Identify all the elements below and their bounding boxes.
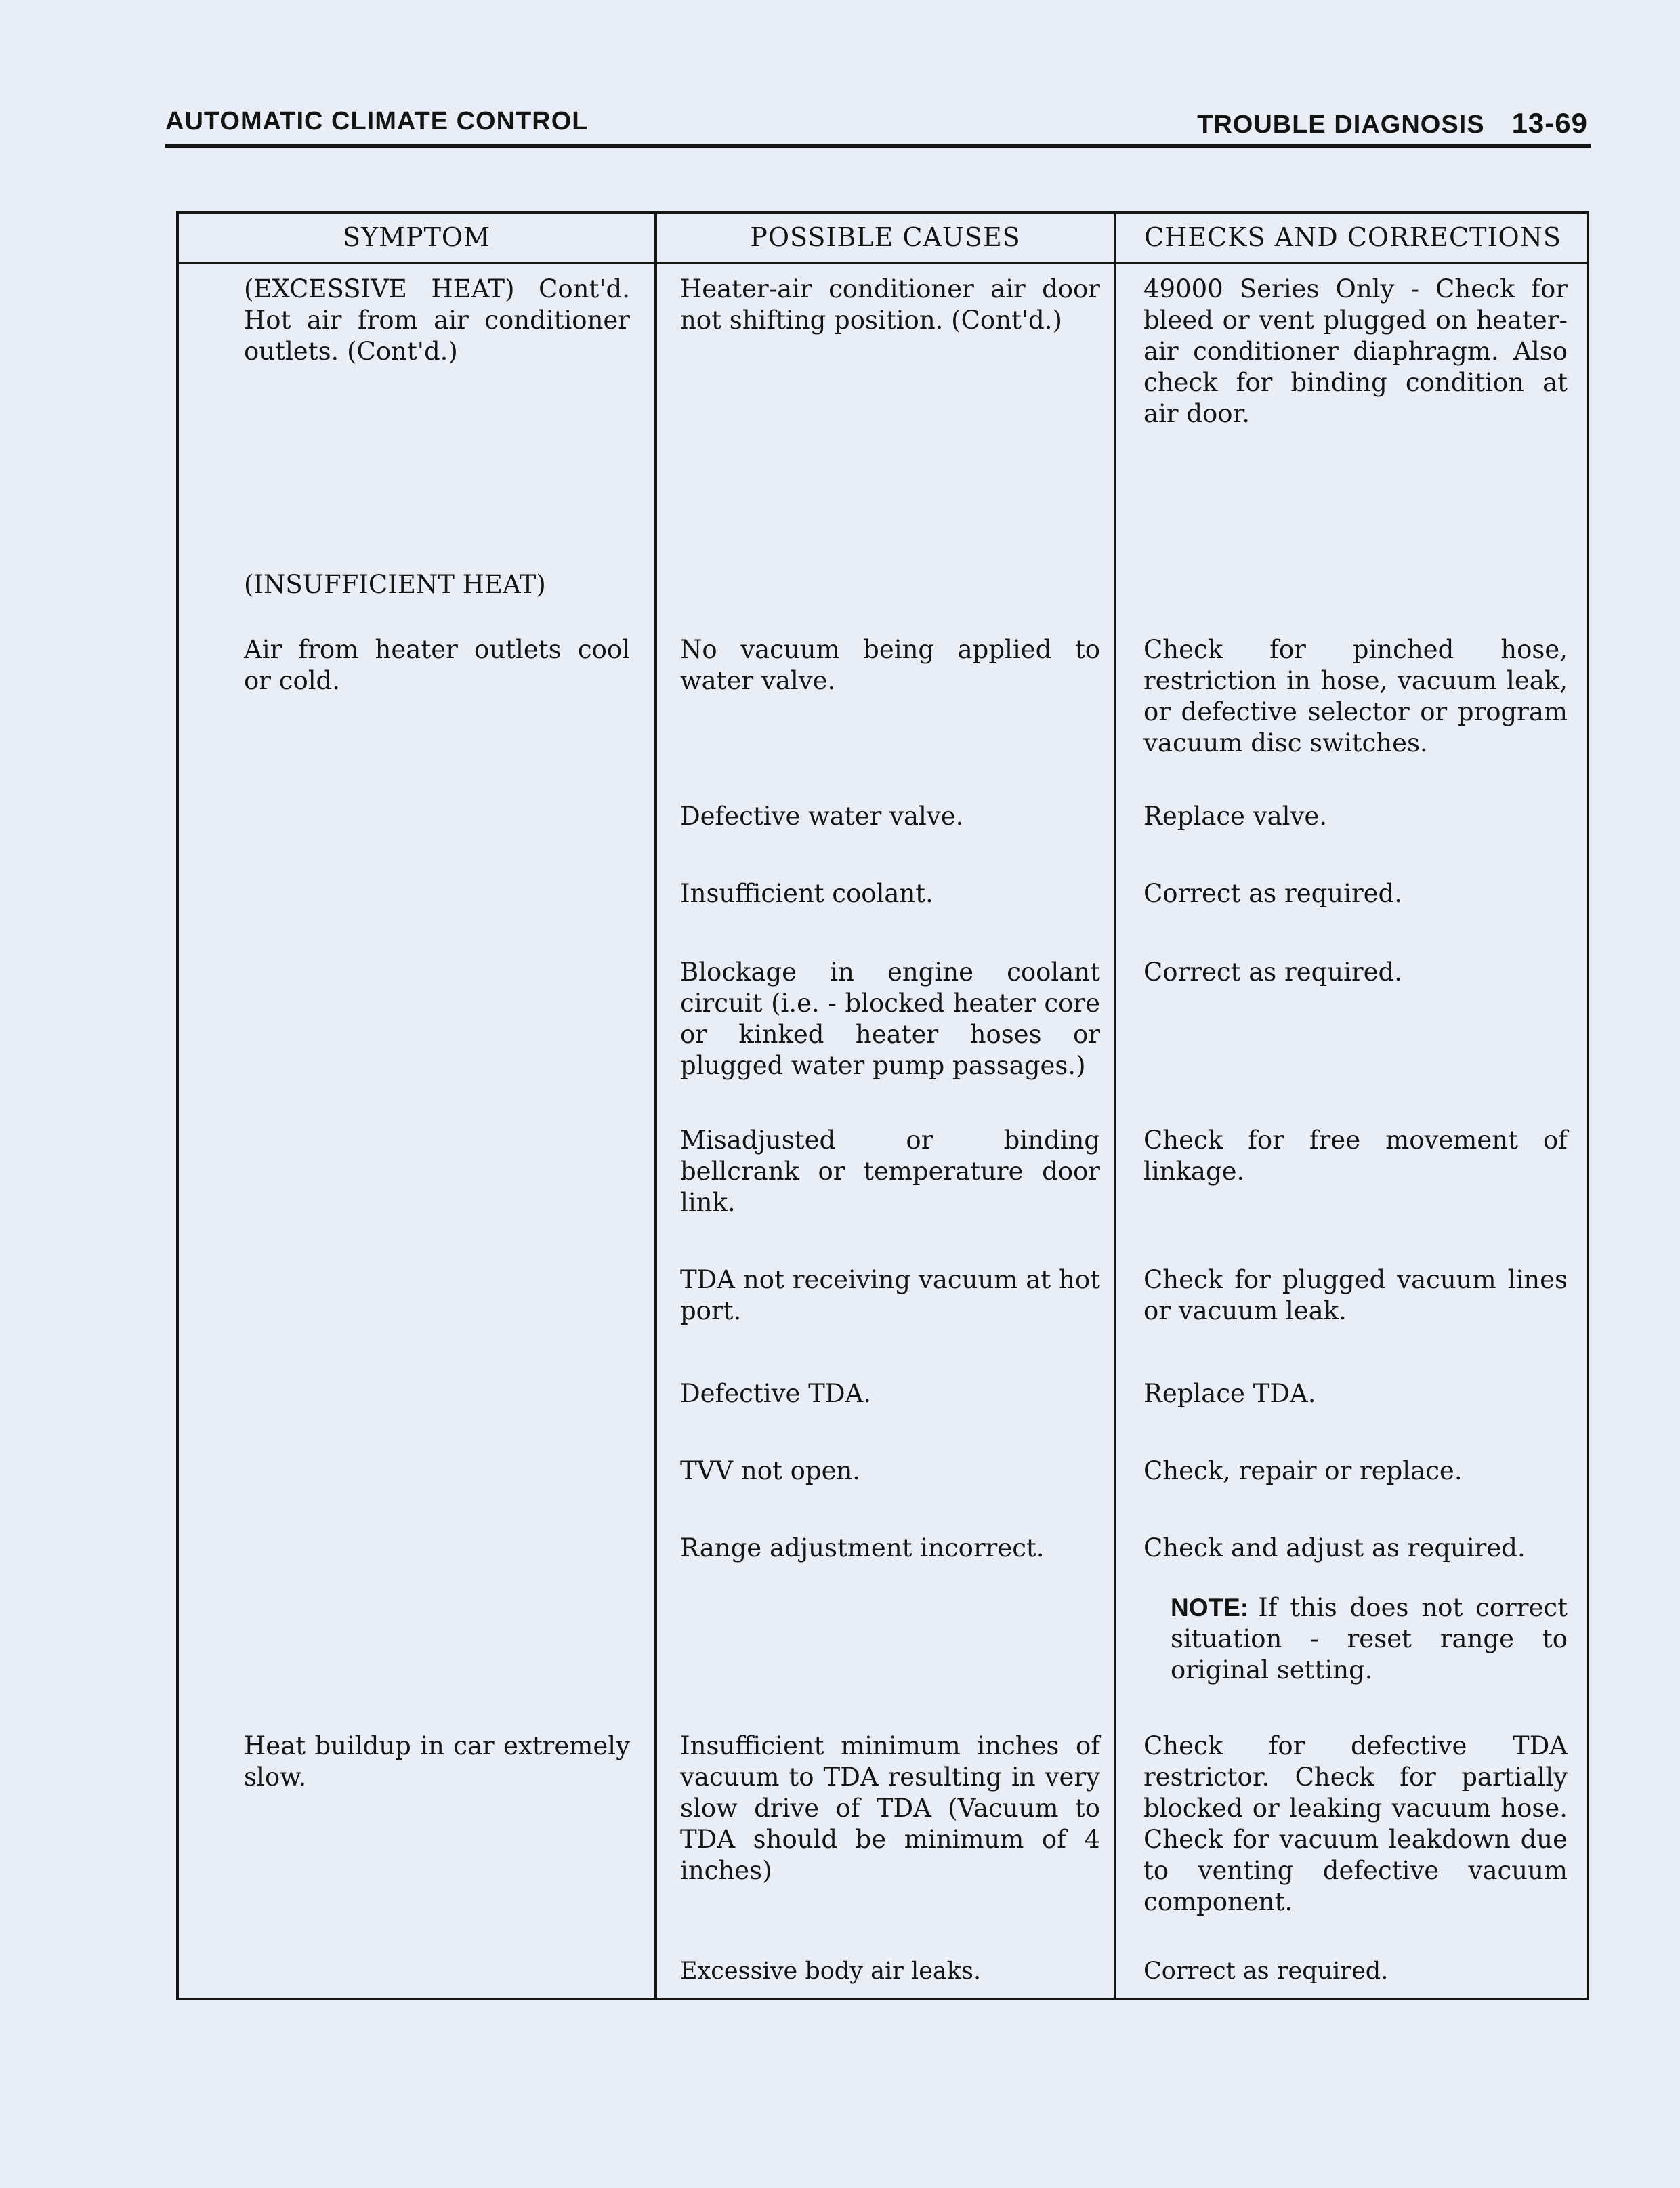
check-cell: Replace valve. <box>1143 802 1328 831</box>
column-divider <box>654 214 657 1998</box>
cause-cell: Blockage in engine coolant circuit (i.e. - blocked heater core or kinked heater hoses or plugged water pump passages.) <box>680 957 1100 1080</box>
note-text: If this does not correct situation - reset range to original setting. <box>1171 1593 1568 1685</box>
note-block <box>1171 1592 1568 1686</box>
cause-cell: Misadjusted or binding bellcrank or temperature door link. <box>680 1126 1100 1217</box>
page-number: 13-69 <box>1511 107 1588 139</box>
check-cell: Check for defective TDA restrictor. Check for partially blocked or leaking vacuum hose. Check for vacuum leakdown due to venting defective vacuum component. <box>1143 1731 1568 1916</box>
note-label: NOTE: <box>1171 1594 1249 1622</box>
page-heading <box>1197 107 1588 140</box>
column-header-checks: CHECKS AND CORRECTIONS <box>1144 222 1561 252</box>
cause-cell: Heater-air conditioner air door not shifting position. (Cont'd.) <box>680 274 1100 335</box>
check-cell: Check for plugged vacuum lines or vacuum leak. <box>1143 1265 1568 1325</box>
cause-cell: TDA not receiving vacuum at hot port. <box>680 1265 1100 1325</box>
check-cell: Correct as required. <box>1143 1958 1389 1985</box>
cause-cell: TVV not open. <box>680 1456 861 1485</box>
header-row-divider <box>179 262 1587 264</box>
check-cell: Correct as required. <box>1143 879 1402 908</box>
cause-cell: Defective water valve. <box>680 802 964 831</box>
symptom-cell: Heat buildup in car extremely slow. <box>244 1731 630 1792</box>
check-cell: Replace TDA. <box>1143 1379 1316 1408</box>
cause-cell: Defective TDA. <box>680 1379 871 1408</box>
check-cell: Check for free movement of linkage. <box>1143 1126 1568 1186</box>
check-cell: Check, repair or replace. <box>1143 1456 1463 1485</box>
cause-cell: No vacuum being applied to water valve. <box>680 635 1100 695</box>
column-header-symptom: SYMPTOM <box>342 222 490 252</box>
trouble-diagnosis-table <box>176 211 1589 2000</box>
symptom-cell: (EXCESSIVE HEAT) Cont'd. Hot air from air conditioner outlets. (Cont'd.) <box>244 274 630 366</box>
cause-cell: Excessive body air leaks. <box>680 1958 982 1985</box>
page-header <box>165 107 1588 148</box>
column-header-causes: POSSIBLE CAUSES <box>750 222 1021 252</box>
cause-cell: Insufficient minimum inches of vacuum to TDA resulting in very slow drive of TDA (Vacuum to TDA should be minimum of 4 inches) <box>680 1731 1100 1885</box>
symptom-cell: Air from heater outlets cool or cold. <box>244 635 630 695</box>
check-cell: Correct as required. <box>1143 957 1402 987</box>
check-cell: Check for pinched hose, restriction in hose, vacuum leak, or defective selector or program vacuum disc switches. <box>1143 635 1568 758</box>
subsection-title: TROUBLE DIAGNOSIS <box>1197 110 1485 139</box>
cause-cell: Insufficient coolant. <box>680 879 933 908</box>
column-divider <box>1114 214 1116 1998</box>
check-cell: 49000 Series Only - Check for bleed or vent plugged on heater-air conditioner diaphragm. Also check for binding condition at air door. <box>1143 274 1568 428</box>
symptom-heading: (INSUFFICIENT HEAT) <box>244 570 546 599</box>
header-rule <box>165 144 1591 148</box>
check-cell: Check and adjust as required. <box>1143 1533 1526 1563</box>
cause-cell: Range adjustment incorrect. <box>680 1533 1045 1563</box>
section-title: AUTOMATIC CLIMATE CONTROL <box>165 107 589 136</box>
